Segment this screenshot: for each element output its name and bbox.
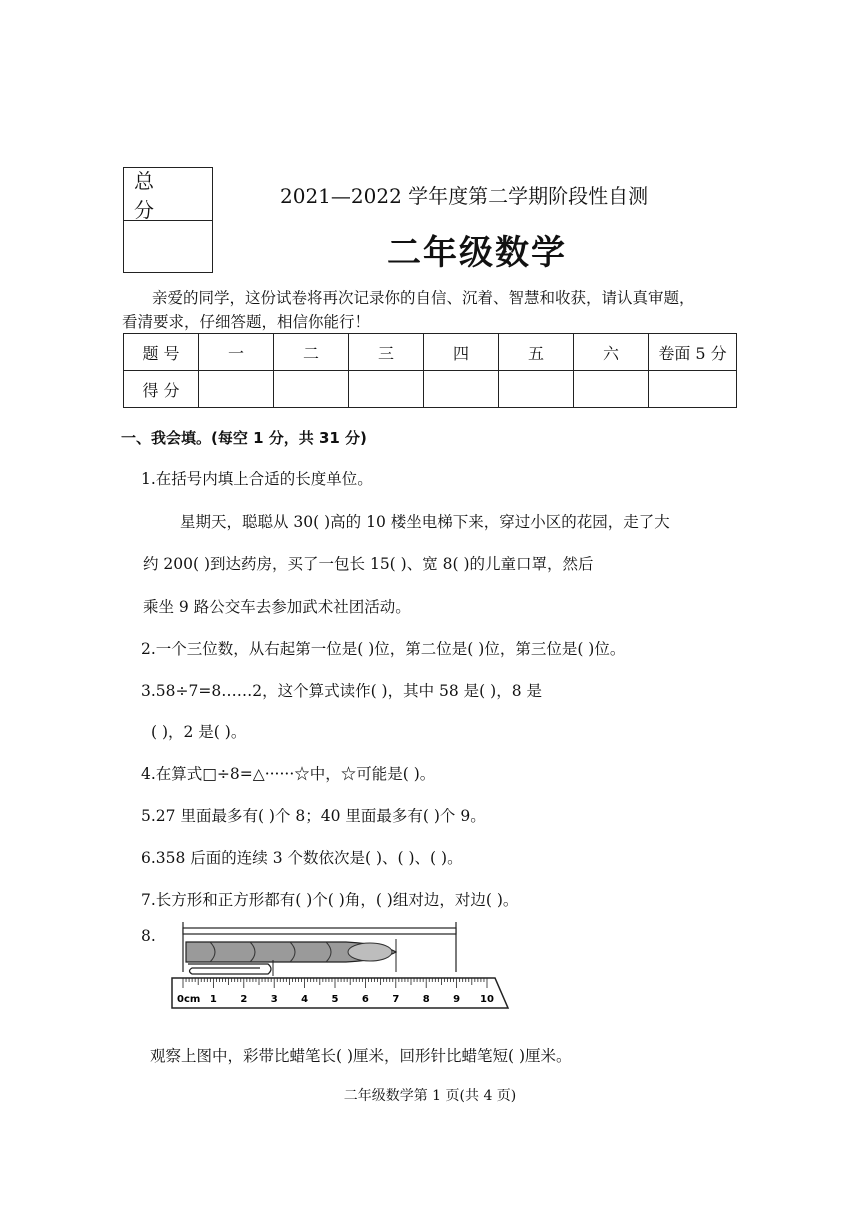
score-cell[interactable] [499, 371, 574, 408]
section-1-title: 一、我会填。(每空 1 分，共 31 分) [121, 429, 367, 447]
ruler-label: 7 [392, 994, 400, 1005]
ruler-label: 10 [480, 994, 494, 1005]
table-cell: 得 分 [124, 371, 199, 408]
question-8: 8. [141, 927, 156, 945]
score-cell[interactable] [649, 371, 737, 408]
table-cell: 二 [274, 334, 349, 371]
question-8-text: 观察上图中，彩带比蜡笔长( )厘米，回形针比蜡笔短( )厘米。 [150, 1047, 572, 1065]
question-1-line-1: 星期天，聪聪从 30( )高的 10 楼坐电梯下来，穿过小区的花园，走了大 [180, 513, 670, 531]
question-1: 1.在括号内填上合适的长度单位。 [141, 470, 373, 488]
ruler-label: 1 [209, 994, 217, 1005]
table-cell: 三 [349, 334, 424, 371]
score-cell[interactable] [424, 371, 499, 408]
question-6: 6.358 后面的连续 3 个数依次是( )、( )、( )。 [141, 849, 463, 867]
ruler-label: 4 [301, 994, 309, 1005]
intro-line-1: 亲爱的同学，这份试卷将再次记录你的自信、沉着、智慧和收获，请认真审题， [152, 289, 695, 307]
score-cell[interactable] [274, 371, 349, 408]
total-score-label: 总 分 [124, 168, 212, 221]
ruler-label: 5 [331, 994, 339, 1005]
exam-subtitle: 2021—2022 学年度第二学期阶段性自测 [280, 184, 649, 208]
question-4: 4.在算式□÷8=△······☆中，☆可能是( )。 [141, 765, 436, 783]
ruler-label: 8 [422, 994, 430, 1005]
exam-title: 二年级数学 [387, 233, 567, 273]
score-table-header-row [124, 334, 737, 371]
question-3: 3.58÷7=8……2，这个算式读作( )，其中 58 是( )，8 是 [141, 682, 542, 700]
ruler-diagram [150, 920, 520, 1020]
table-cell: 六 [574, 334, 649, 371]
score-table-score-row [124, 371, 737, 408]
score-cell[interactable] [349, 371, 424, 408]
table-cell: 五 [499, 334, 574, 371]
ruler-label: 0cm [177, 994, 201, 1005]
table-cell: 四 [424, 334, 499, 371]
question-1-line-2: 约 200( )到达药房，买了一包长 15( )、宽 8( )的儿童口罩，然后 [143, 555, 594, 573]
score-table [123, 333, 737, 408]
question-1-line-3: 乘坐 9 路公交车去参加武术社团活动。 [143, 598, 411, 616]
question-7: 7.长方形和正方形都有( )个( )角，( )组对边，对边( )。 [141, 891, 519, 909]
ruler-label: 9 [453, 994, 461, 1005]
score-cell[interactable] [574, 371, 649, 408]
ruler-label: 3 [270, 994, 278, 1005]
table-cell: 一 [199, 334, 274, 371]
score-cell[interactable] [199, 371, 274, 408]
table-cell: 题 号 [124, 334, 199, 371]
question-3-line-2: ( )，2 是( )。 [151, 723, 247, 741]
ruler [172, 978, 508, 1008]
intro-line-2: 看清要求，仔细答题，相信你能行！ [122, 313, 371, 331]
ruler-label: 6 [361, 994, 369, 1005]
total-score-box [123, 167, 213, 273]
table-cell: 卷面 5 分 [649, 334, 737, 371]
question-5: 5.27 里面最多有( )个 8；40 里面最多有( )个 9。 [141, 807, 486, 825]
question-2: 2.一个三位数，从右起第一位是( )位，第二位是( )位，第三位是( )位。 [141, 640, 626, 658]
page-footer: 二年级数学第 1 页(共 4 页) [343, 1088, 517, 1104]
crayon [183, 939, 396, 972]
ruler-label: 2 [240, 994, 248, 1005]
total-score-value [124, 221, 212, 271]
